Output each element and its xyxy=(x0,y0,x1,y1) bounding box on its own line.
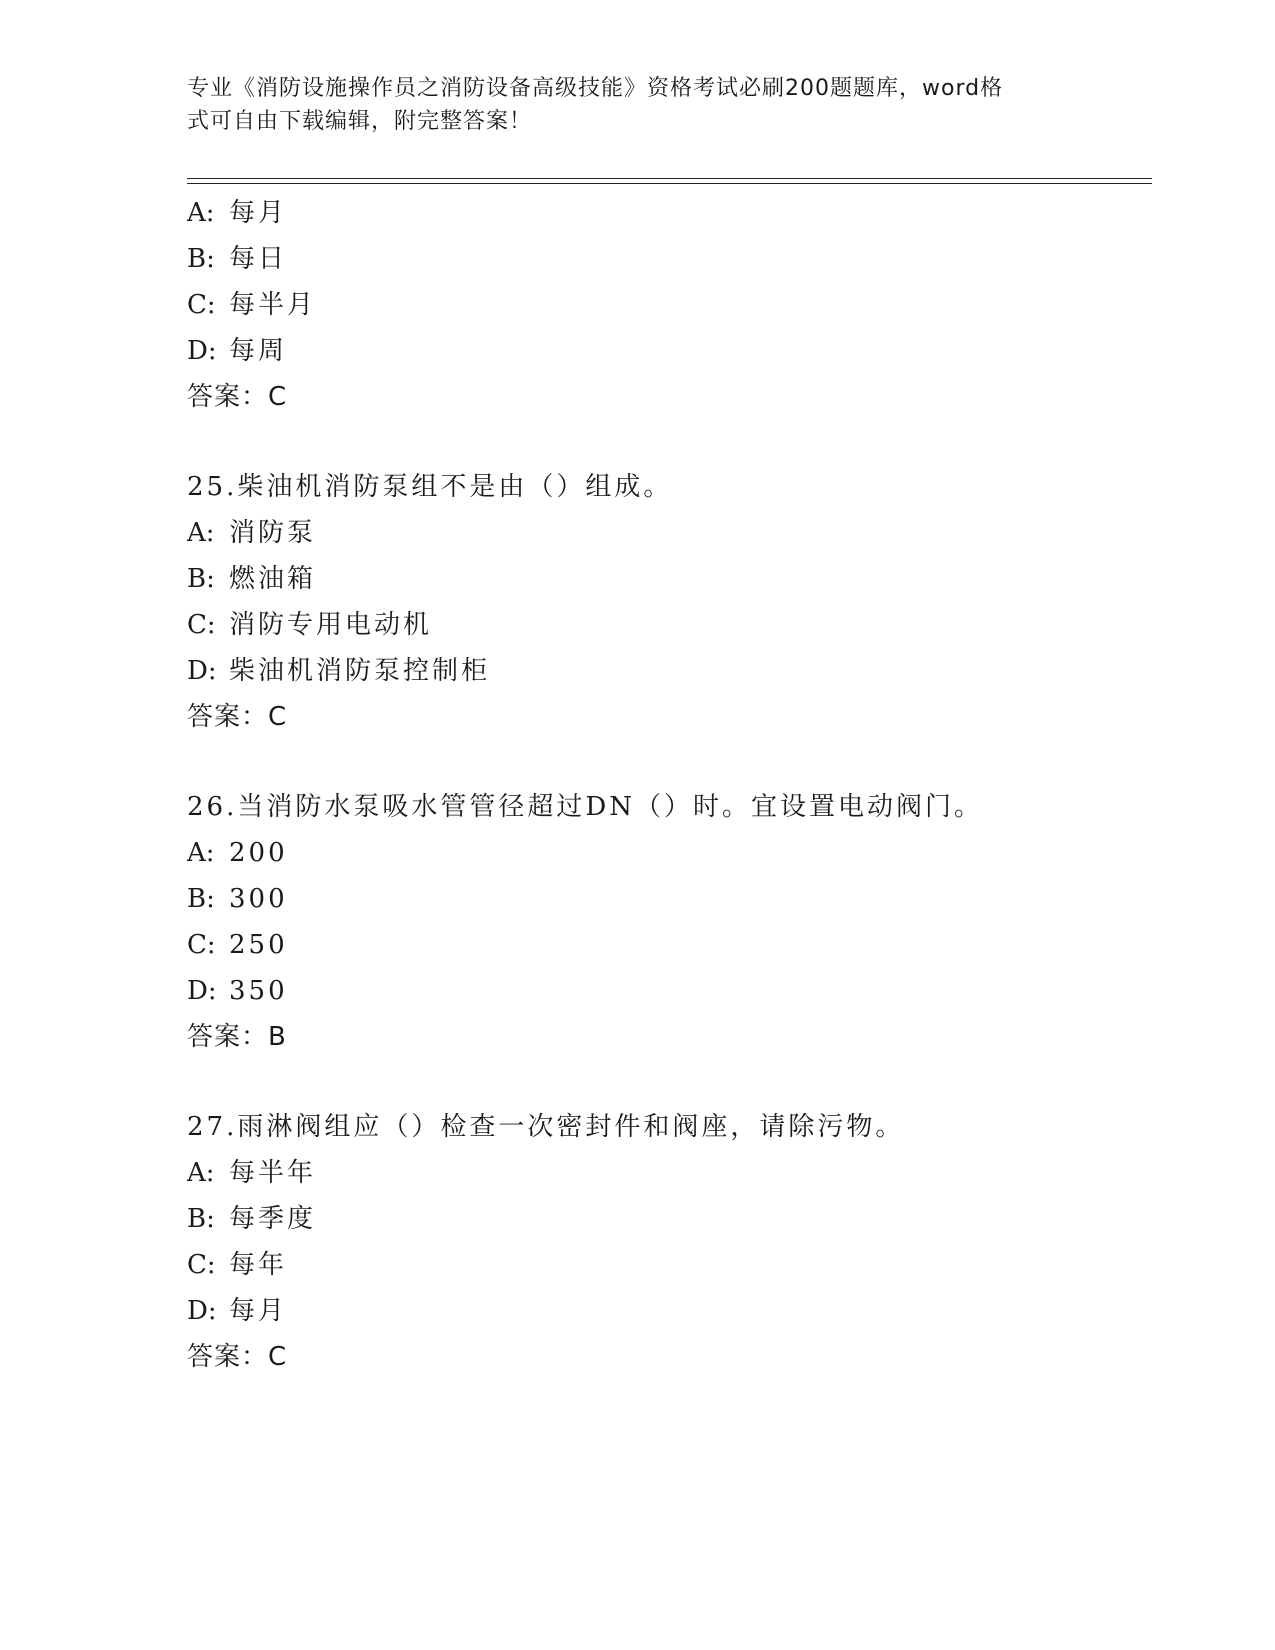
answer-line: 答案：C xyxy=(187,382,288,412)
option-letter: D: xyxy=(187,1296,217,1326)
option-b xyxy=(187,1196,1147,1242)
option-text: 柴油机消防泵控制柜 xyxy=(229,656,491,686)
option-c xyxy=(187,922,1147,968)
header-line-1: 专业《消防设施操作员之消防设备高级技能》资格考试必刷200题题库，word格 xyxy=(187,76,1004,101)
page-header xyxy=(187,72,1067,138)
option-text: 200 xyxy=(229,838,288,868)
option-a xyxy=(187,830,1147,876)
question-text: 26.当消防水泵吸水管管径超过DN（）时。宜设置电动阀门。 xyxy=(187,792,983,822)
option-text: 每半年 xyxy=(229,1158,317,1188)
block-gap xyxy=(187,420,1147,464)
option-letter: A: xyxy=(187,518,215,548)
answer-line: 答案：C xyxy=(187,702,288,732)
block-gap xyxy=(187,740,1147,784)
option-text: 消防专用电动机 xyxy=(229,610,433,640)
option-d xyxy=(187,1288,1147,1334)
option-letter: B: xyxy=(187,244,215,274)
option-text: 每周 xyxy=(229,336,288,366)
answer-line: 答案：B xyxy=(187,1022,287,1052)
option-b xyxy=(187,236,1147,282)
option-text: 250 xyxy=(229,930,288,960)
option-text: 每半月 xyxy=(229,290,317,320)
option-c xyxy=(187,1242,1147,1288)
option-text: 300 xyxy=(229,884,288,914)
option-d xyxy=(187,328,1147,374)
question-block xyxy=(187,1104,1147,1380)
option-text: 每年 xyxy=(229,1250,288,1280)
option-text: 每月 xyxy=(229,198,288,228)
option-a xyxy=(187,1150,1147,1196)
question-text: 27.雨淋阀组应（）检查一次密封件和阀座，请除污物。 xyxy=(187,1112,905,1142)
option-letter: C: xyxy=(187,290,216,320)
option-letter: D: xyxy=(187,336,217,366)
header-divider-second xyxy=(187,183,1152,184)
option-text: 350 xyxy=(229,976,288,1006)
option-text: 每季度 xyxy=(229,1204,317,1234)
option-c xyxy=(187,282,1147,328)
question-block xyxy=(187,190,1147,420)
option-d xyxy=(187,648,1147,694)
question-text: 25.柴油机消防泵组不是由（）组成。 xyxy=(187,472,673,502)
option-letter: C: xyxy=(187,930,216,960)
option-c xyxy=(187,602,1147,648)
option-letter: D: xyxy=(187,976,217,1006)
option-letter: A: xyxy=(187,838,215,868)
option-b xyxy=(187,556,1147,602)
option-text: 消防泵 xyxy=(229,518,317,548)
option-d xyxy=(187,968,1147,1014)
option-text: 每日 xyxy=(229,244,288,274)
option-text: 每月 xyxy=(229,1296,288,1326)
option-letter: C: xyxy=(187,1250,216,1280)
header-divider xyxy=(187,178,1152,179)
question-block xyxy=(187,464,1147,740)
block-gap xyxy=(187,1060,1147,1104)
option-letter: A: xyxy=(187,198,215,228)
option-a xyxy=(187,190,1147,236)
option-letter: A: xyxy=(187,1158,215,1188)
option-a xyxy=(187,510,1147,556)
answer-line: 答案：C xyxy=(187,1342,288,1372)
option-b xyxy=(187,876,1147,922)
question-block xyxy=(187,784,1147,1060)
option-letter: B: xyxy=(187,884,215,914)
option-text: 燃油箱 xyxy=(229,564,317,594)
question-content xyxy=(187,190,1147,1380)
option-letter: B: xyxy=(187,1204,215,1234)
option-letter: D: xyxy=(187,656,217,686)
option-letter: C: xyxy=(187,610,216,640)
option-letter: B: xyxy=(187,564,215,594)
header-line-2: 式可自由下载编辑，附完整答案！ xyxy=(187,109,533,134)
